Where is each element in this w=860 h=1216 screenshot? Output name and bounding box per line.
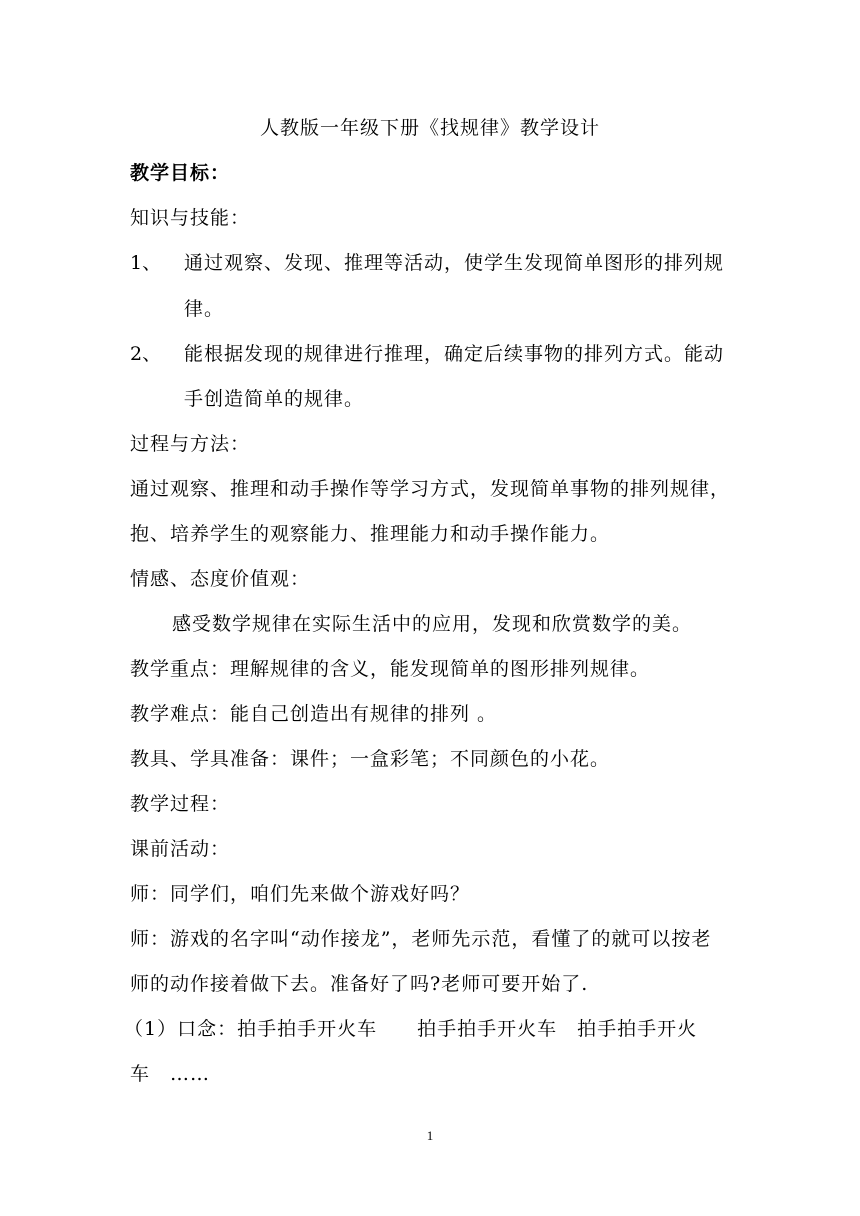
process-line1: 通过观察、推理和动手操作等学习方式，发现简单事物的排列规律， <box>130 478 731 500</box>
item2-line1: 能根据发现的规律进行推理，确定后续事物的排列方式。能动 <box>184 343 725 365</box>
page-number: 1 <box>426 1128 434 1143</box>
teacher-line1: 师：同学们，咱们先来做个游戏好吗？ <box>130 883 471 905</box>
emotion-heading: 情感、态度价值观： <box>130 568 311 590</box>
process-heading: 过程与方法： <box>130 433 251 455</box>
process-line2: 抱、培养学生的观察能力、推理能力和动手操作能力。 <box>130 523 611 545</box>
key-point: 教学重点：理解规律的含义，能发现简单的图形排列规律。 <box>130 658 651 680</box>
emotion-line: 感受数学规律在实际生活中的应用，发现和欣赏数学的美。 <box>172 613 693 635</box>
item1-line1: 通过观察、发现、推理等活动，使学生发现简单图形的排列规 <box>184 252 725 274</box>
difficulty: 教学难点：能自己创造出有规律的排列 。 <box>130 703 498 725</box>
teacher2-line1: 师：游戏的名字叫“动作接龙”，老师先示范，看懂了的就可以按老 <box>130 928 712 950</box>
knowledge-heading: 知识与技能： <box>130 207 251 229</box>
item1-number: 1、 <box>130 252 162 274</box>
item2-line2: 手创造简单的规律。 <box>184 388 365 410</box>
teacher2-line2: 师的动作接着做下去。准备好了吗?老师可要开始了. <box>130 973 589 995</box>
item1-line2: 律。 <box>184 298 225 320</box>
pre-activity: 课前活动： <box>130 838 231 860</box>
objectives-heading: 教学目标： <box>130 162 231 184</box>
item2-number: 2、 <box>130 343 162 365</box>
chant-line1: （1）口念：拍手拍手开火车 拍手拍手开火车 拍手拍手开火 <box>124 1018 698 1040</box>
chant-line2: 车 …… <box>130 1063 211 1085</box>
materials: 教具、学具准备：课件；一盒彩笔；不同颜色的小花。 <box>130 748 611 770</box>
process-title: 教学过程： <box>130 793 231 815</box>
document-title: 人教版一年级下册《找规律》教学设计 <box>259 117 600 139</box>
